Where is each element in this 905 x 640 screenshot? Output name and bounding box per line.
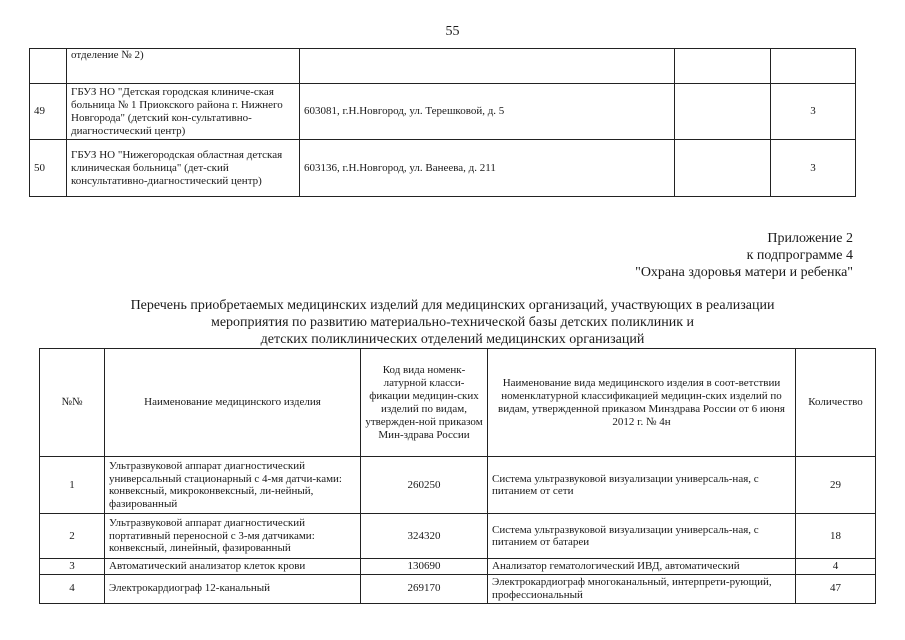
device-name: Ультразвуковой аппарат диагностический универсальный стационарный с 4-мя датчи-ками: конвексный, микроконвексный, ли-нейный, фазированный xyxy=(105,457,361,514)
list-title xyxy=(0,297,905,348)
device-code: 269170 xyxy=(361,574,488,603)
header-code: Код вида номенк-латурной класси-фикации медицин-ских изделий по видам, утвержден-ной приказом Мин-здрава России xyxy=(361,349,488,457)
count-cell: 3 xyxy=(771,140,856,197)
row-number: 4 xyxy=(40,574,105,603)
title-line: Перечень приобретаемых медицинских изделий для медицинских организаций, участвующих в реализации xyxy=(130,298,775,313)
organization-name: ГБУЗ НО "Нижегородская областная детская клиническая больница" (дет-ский консультативно-диагностический центр) xyxy=(67,140,300,197)
table-row xyxy=(40,574,876,603)
table-row xyxy=(40,457,876,514)
organization-address: 603136, г.Н.Новгород, ул. Ванеева, д. 211 xyxy=(300,140,675,197)
appendix-line: к подпрограмме 4 xyxy=(746,248,853,263)
organization-name: отделение № 2) xyxy=(67,49,300,84)
medical-devices-table xyxy=(39,348,876,604)
table-row xyxy=(30,84,856,140)
appendix-line: "Охрана здоровья матери и ребенка" xyxy=(635,265,853,280)
header-num: №№ xyxy=(40,349,105,457)
count-cell xyxy=(771,49,856,84)
device-count: 18 xyxy=(796,514,876,559)
row-number: 49 xyxy=(30,84,67,140)
count-cell: 3 xyxy=(771,84,856,140)
row-number: 2 xyxy=(40,514,105,559)
device-name: Ультразвуковой аппарат диагностический портативный переносной с 3-мя датчиками: конвексный, линейный, фазированный xyxy=(105,514,361,559)
device-count: 4 xyxy=(796,559,876,575)
table-row xyxy=(40,559,876,575)
table-row xyxy=(30,140,856,197)
device-count: 47 xyxy=(796,574,876,603)
organization-address: 603081, г.Н.Новгород, ул. Терешковой, д. 5 xyxy=(300,84,675,140)
title-line: детских поликлинических отделений медицинских организаций xyxy=(260,332,645,347)
table-row xyxy=(30,49,856,84)
device-name: Электрокардиограф 12-канальный xyxy=(105,574,361,603)
device-type: Система ультразвуковой визуализации универсаль-ная, с питанием от сети xyxy=(488,457,796,514)
organization-name: ГБУЗ НО "Детская городская клиниче-ская больница № 1 Приокского района г. Нижнего Новгорода" (детский кон-сультативно-диагностический центр) xyxy=(67,84,300,140)
extra-cell xyxy=(675,49,771,84)
device-code: 260250 xyxy=(361,457,488,514)
row-number: 1 xyxy=(40,457,105,514)
table-header-row xyxy=(40,349,876,457)
title-line: мероприятия по развитию материально-технической базы детских поликлиник и xyxy=(210,315,695,330)
table-row xyxy=(40,514,876,559)
row-number xyxy=(30,49,67,84)
header-type: Наименование вида медицинского изделия в соот-ветствии номенклатурной классификацией медицин-ских изделий по видам, утвержденной приказом Минздрава России от 6 июня 2012 г. № 4н xyxy=(488,349,796,457)
row-number: 3 xyxy=(40,559,105,575)
extra-cell xyxy=(675,84,771,140)
device-count: 29 xyxy=(796,457,876,514)
device-type: Система ультразвуковой визуализации универсаль-ная, с питанием от батареи xyxy=(488,514,796,559)
header-count: Количество xyxy=(796,349,876,457)
organization-address xyxy=(300,49,675,84)
extra-cell xyxy=(675,140,771,197)
device-type: Анализатор гематологический ИВД, автоматический xyxy=(488,559,796,575)
device-code: 130690 xyxy=(361,559,488,575)
device-type: Электрокардиограф многоканальный, интерпрети-рующий, профессиональный xyxy=(488,574,796,603)
page-number: 55 xyxy=(445,24,460,39)
device-code: 324320 xyxy=(361,514,488,559)
device-name: Автоматический анализатор клеток крови xyxy=(105,559,361,575)
organizations-table xyxy=(29,48,856,197)
appendix-heading xyxy=(635,230,853,281)
appendix-line: Приложение 2 xyxy=(767,231,853,246)
row-number: 50 xyxy=(30,140,67,197)
header-name: Наименование медицинского изделия xyxy=(105,349,361,457)
